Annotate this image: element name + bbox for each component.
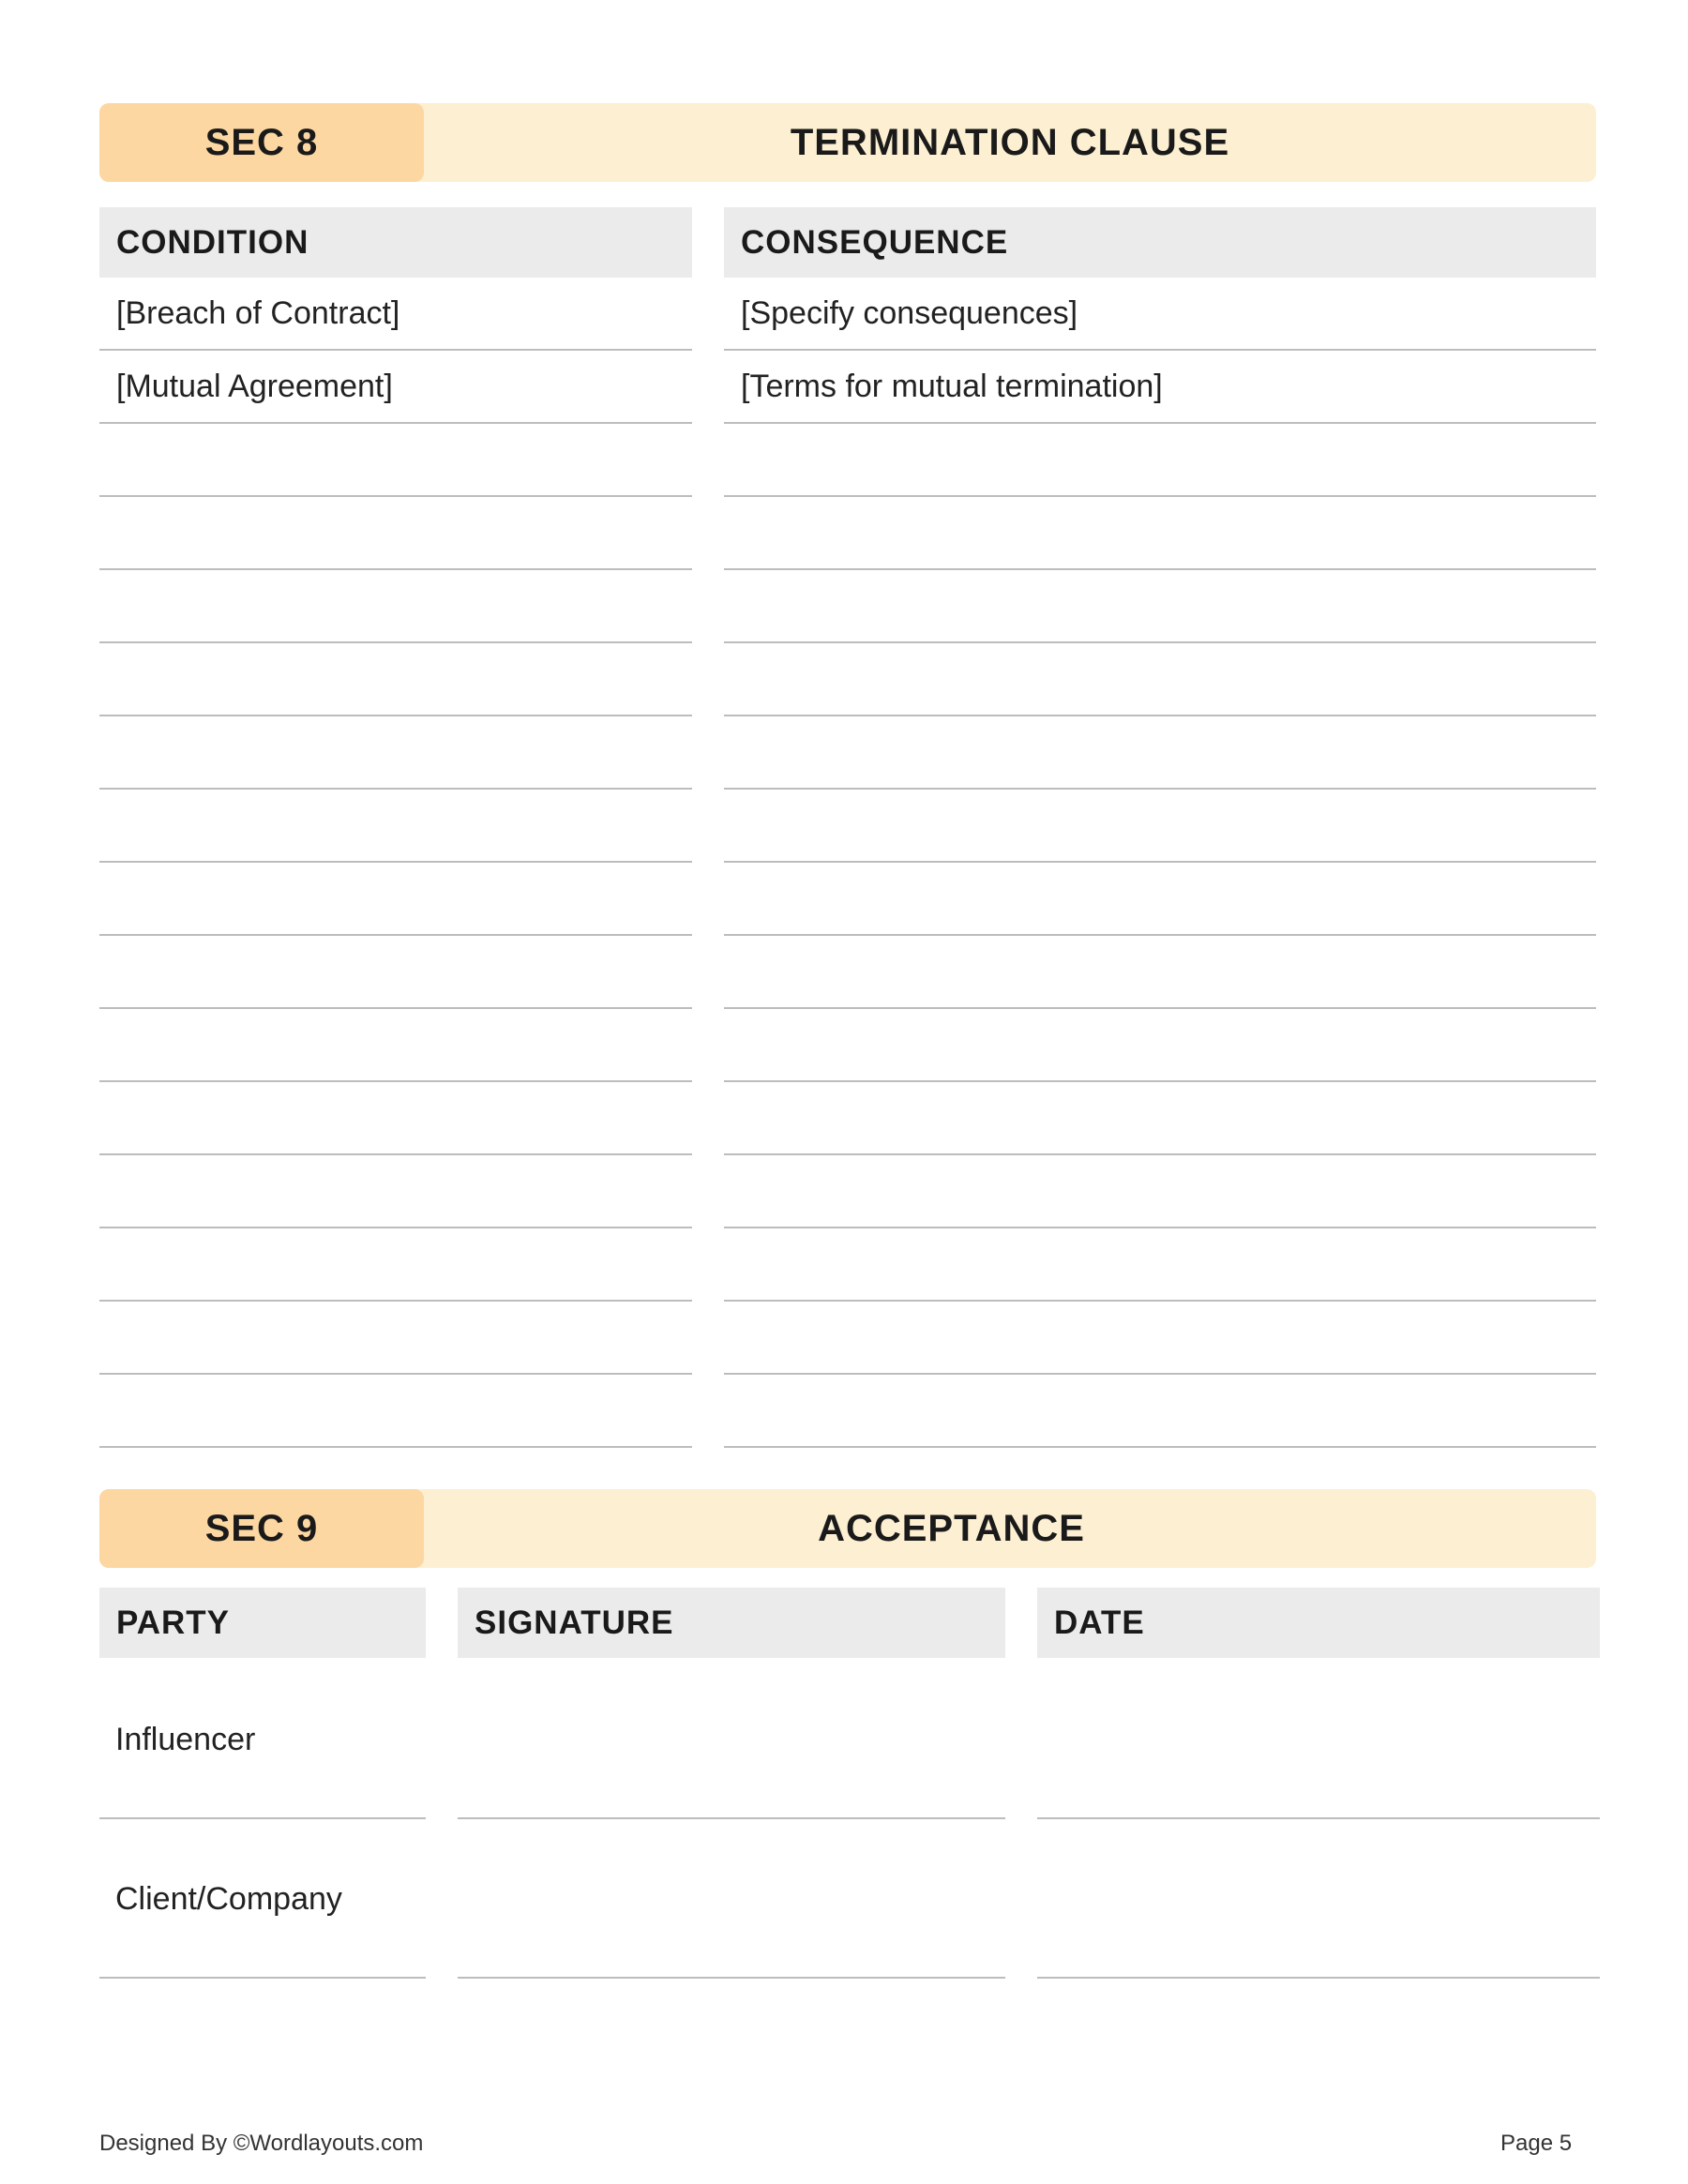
condition-empty-cell[interactable] [99, 1009, 692, 1082]
consequence-empty-cell[interactable] [724, 790, 1596, 863]
consequence-empty-cell[interactable] [724, 716, 1596, 790]
condition-cell[interactable]: [Mutual Agreement] [99, 351, 692, 424]
consequence-cell[interactable]: [Terms for mutual termination] [724, 351, 1596, 424]
consequence-empty-cell[interactable] [724, 643, 1596, 716]
sec8-title: TERMINATION CLAUSE [790, 121, 1230, 163]
date-line[interactable] [1037, 1977, 1600, 1979]
consequence-empty-cell[interactable] [724, 1009, 1596, 1082]
condition-empty-cell[interactable] [99, 497, 692, 570]
condition-empty-cell[interactable] [99, 936, 692, 1009]
consequence-empty-cell[interactable] [724, 863, 1596, 936]
sec9-title: ACCEPTANCE [818, 1507, 1085, 1549]
consequence-empty-cell[interactable] [724, 1082, 1596, 1155]
consequence-cell[interactable]: [Specify consequences] [724, 278, 1596, 351]
consequence-header: CONSEQUENCE [724, 207, 1596, 278]
party-influencer: Influencer [115, 1722, 256, 1757]
sec8-tag: SEC 8 [99, 103, 424, 182]
consequence-empty-cell[interactable] [724, 1228, 1596, 1302]
consequence-empty-cell[interactable] [724, 570, 1596, 643]
sec9-banner [99, 1489, 1596, 1568]
signature-line[interactable] [458, 1977, 1005, 1979]
condition-empty-cell[interactable] [99, 570, 692, 643]
condition-empty-cell[interactable] [99, 716, 692, 790]
party-line [99, 1817, 426, 1819]
sec8-banner [99, 103, 1596, 182]
condition-empty-cell[interactable] [99, 424, 692, 497]
sec9-tag: SEC 9 [99, 1489, 424, 1568]
consequence-empty-cell[interactable] [724, 497, 1596, 570]
consequence-empty-cell[interactable] [724, 424, 1596, 497]
condition-empty-cell[interactable] [99, 1375, 692, 1448]
party-line [99, 1977, 426, 1979]
consequence-empty-cell[interactable] [724, 1155, 1596, 1228]
condition-empty-cell[interactable] [99, 1082, 692, 1155]
signature-line[interactable] [458, 1817, 1005, 1819]
date-line[interactable] [1037, 1817, 1600, 1819]
page-number: Page 5 [1500, 2131, 1573, 2156]
consequence-empty-cell[interactable] [724, 1302, 1596, 1375]
consequence-empty-cell[interactable] [724, 936, 1596, 1009]
condition-cell[interactable]: [Breach of Contract] [99, 278, 692, 351]
condition-empty-cell[interactable] [99, 1228, 692, 1302]
condition-empty-cell[interactable] [99, 1302, 692, 1375]
condition-empty-cell[interactable] [99, 863, 692, 936]
date-header: DATE [1037, 1588, 1600, 1658]
party-header: PARTY [99, 1588, 426, 1658]
party-client: Client/Company [115, 1881, 342, 1917]
signature-header: SIGNATURE [458, 1588, 1005, 1658]
designed-by: Designed By ©Wordlayouts.com [99, 2131, 424, 2156]
condition-empty-cell[interactable] [99, 790, 692, 863]
condition-empty-cell[interactable] [99, 1155, 692, 1228]
condition-empty-cell[interactable] [99, 643, 692, 716]
condition-header: CONDITION [99, 207, 692, 278]
consequence-empty-cell[interactable] [724, 1375, 1596, 1448]
